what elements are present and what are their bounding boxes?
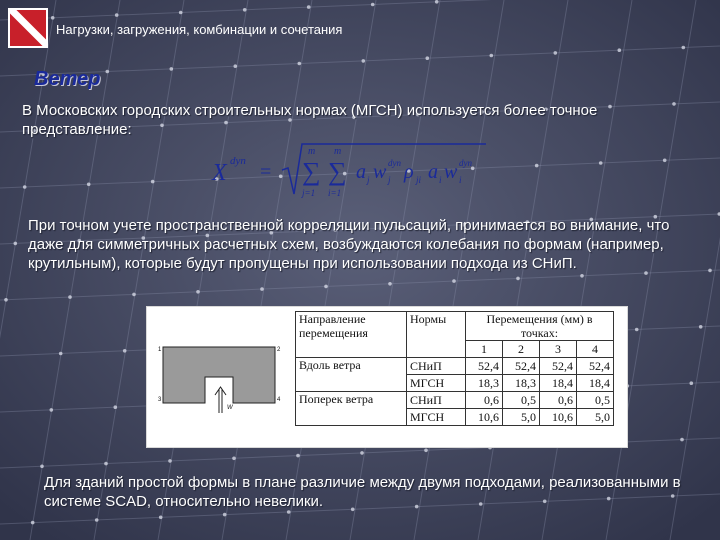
header-direction: Направление перемещения [296,312,407,358]
formula-sum-i: ∑ [328,157,347,186]
comparison-panel [146,306,628,448]
table-cell: 10,6 [466,409,503,426]
formula-m1: m [308,146,316,157]
formula-sum-j: ∑ [302,157,321,186]
wind-arrow-icon [215,387,226,413]
svg-text:j: j [367,175,370,185]
formula-lhs-dyn: dyn [230,155,246,167]
point-header: 2 [503,341,540,358]
row-direction: Поперек ветра [296,392,407,426]
formula-w-i: w [444,161,458,183]
scheme-point-2: 2 [277,347,281,353]
header-norms: Нормы [407,312,466,358]
formula-equals: = [260,161,272,183]
table-header-row [296,312,614,341]
point-header: 3 [540,341,577,358]
table-cell: 5,0 [577,409,614,426]
header-displacements: Перемещения (мм) в точках: [466,312,614,341]
header-title: Нагрузки, загружения, комбинации и сочетания [56,22,343,37]
row-norm: МГСН [407,375,466,392]
table-cell: 18,3 [503,375,540,392]
formula [204,140,490,202]
formula-lhs: X [212,160,227,186]
building-plan-scheme [149,309,289,443]
svg-text:i: i [459,175,462,185]
point-header: 1 [466,341,503,358]
formula-a-i: a [428,161,438,183]
svg-text:j: j [388,175,391,185]
table-cell: 52,4 [466,358,503,375]
row-norm: МГСН [407,409,466,426]
wind-label: W [227,405,233,411]
paragraph-conclusion: Для зданий простой формы в плане различие между двумя подходами, реализованными в системе SCAD, относительно невелики. [44,474,681,510]
svg-text:dyn: dyn [388,158,401,168]
table-cell: 5,0 [503,409,540,426]
svg-text:ji: ji [416,175,422,185]
table-cell: 0,5 [577,392,614,409]
formula-rho: ρ [404,161,414,183]
scheme-point-4: 4 [277,397,281,403]
logo-icon [8,8,48,48]
formula-a-j: a [356,161,366,183]
paragraph-correlation: При точном учете пространственной корреляции пульсаций, принимается во внимание, что даже для симметричных расчетных схем, возбуждаются колебания по формам (например, крутильным), которые будут пропущены при использовании подхода из СНиП. [28,217,670,272]
formula-i1: i=1 [328,188,342,198]
table-cell: 52,4 [503,358,540,375]
table-row [296,392,614,409]
point-header: 4 [577,341,614,358]
table-row [296,358,614,375]
table-cell: 0,6 [540,392,577,409]
table-cell: 52,4 [540,358,577,375]
row-direction: Вдоль ветра [296,358,407,392]
formula-j1: j=1 [302,188,316,198]
svg-text:dyn: dyn [459,158,472,168]
formula-m2: m [334,146,342,157]
svg-text:i: i [439,175,442,185]
row-norm: СНиП [407,358,466,375]
table-cell: 18,3 [466,375,503,392]
table-cell: 52,4 [577,358,614,375]
table-cell: 10,6 [540,409,577,426]
table-cell: 18,4 [540,375,577,392]
scheme-point-3: 3 [158,397,162,403]
table-cell: 18,4 [577,375,614,392]
paragraph-mgsn: В Московских городских строительных нормах (МГСН) используется более точное представление: [22,102,598,138]
displacements-table [295,311,614,426]
row-norm: СНиП [407,392,466,409]
formula-w-j: w [373,161,387,183]
scheme-point-1: 1 [158,347,162,353]
table-cell: 0,6 [466,392,503,409]
section-title: Ветер [34,68,101,90]
table-cell: 0,5 [503,392,540,409]
